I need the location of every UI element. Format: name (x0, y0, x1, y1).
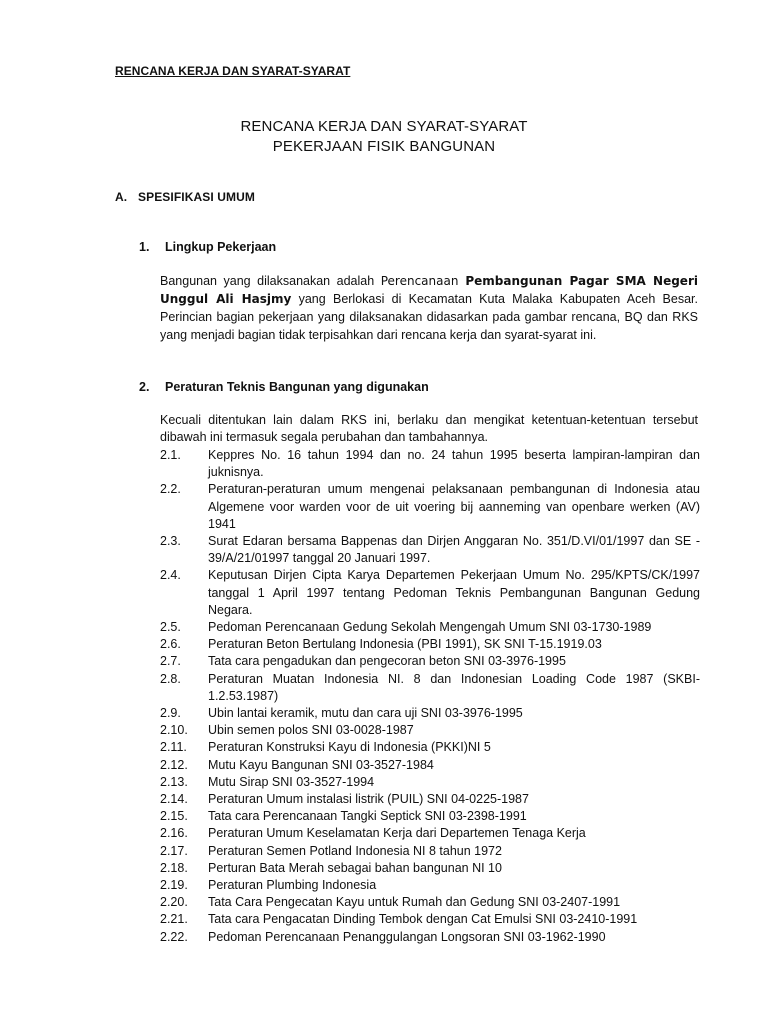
scope-text-start: Bangunan yang dilaksanakan adalah (160, 274, 381, 288)
regulation-item (160, 825, 700, 842)
regulation-text: Peraturan Plumbing Indonesia (208, 878, 377, 893)
regulation-text: Peraturan-peraturan umum mengenai pelaksanaan pembangunan di Indonesia atau Algemene voor warden voor de uit voering bij aanneming van openbare werken (AV) 1941 (208, 482, 700, 531)
regulation-text: Perturan Bata Merah sebagai bahan bangunan NI 10 (208, 860, 502, 875)
regulation-item (160, 911, 700, 928)
section-a-heading (115, 190, 255, 204)
regulations-intro: Kecuali ditentukan lain dalam RKS ini, berlaku dan mengikat ketentuan-ketentuan tersebut dibawah ini termasuk segala perubahan dan tambahannya. (160, 413, 698, 444)
regulation-item (160, 877, 700, 894)
regulation-text: Surat Edaran bersama Bappenas dan Dirjen Anggaran No. 351/D.VI/01/1997 dan SE - 39/A/21/01997 tanggal 20 Januari 1997. (208, 534, 700, 566)
regulation-item (160, 894, 700, 911)
regulation-item (160, 860, 700, 877)
regulation-number: 2.4. (160, 568, 181, 583)
regulation-text: Tata cara pengadukan dan pengecoran beton SNI 03-3976-1995 (208, 654, 566, 669)
regulation-text: Peraturan Semen Potland Indonesia NI 8 tahun 1972 (208, 843, 502, 858)
scope-text-emphasis: Perencanaan (380, 274, 466, 288)
regulation-item (160, 843, 700, 860)
regulation-number: 2.7. (160, 654, 181, 669)
regulation-item (160, 567, 700, 619)
regulation-item (160, 636, 700, 653)
regulation-number: 2.15. (160, 809, 188, 824)
regulation-number: 2.17. (160, 843, 188, 858)
regulation-number: 2.10. (160, 723, 188, 738)
regulation-item (160, 447, 700, 481)
regulation-item (160, 653, 700, 670)
regulation-text: Pedoman Perencanaan Penanggulangan Longsoran SNI 03-1962-1990 (208, 929, 606, 944)
regulation-item (160, 739, 700, 756)
regulation-item (160, 791, 700, 808)
regulation-number: 2.22. (160, 929, 188, 944)
regulation-text: Tata Cara Pengecatan Kayu untuk Rumah dan Gedung SNI 03-2407-1991 (208, 895, 621, 910)
regulation-item (160, 705, 700, 722)
regulation-number: 2.1. (160, 448, 181, 462)
regulation-item (160, 619, 700, 636)
regulation-number: 2.12. (160, 757, 188, 772)
document-title-line-1: RENCANA KERJA DAN SYARAT-SYARAT (240, 118, 528, 135)
subsection-2-number: 2. (139, 380, 150, 394)
regulation-item (160, 757, 700, 774)
regulation-item (160, 671, 700, 705)
section-a-letter: A. (115, 190, 128, 204)
regulation-text: Mutu Sirap SNI 03-3527-1994 (208, 774, 375, 789)
regulation-text: Mutu Kayu Bangunan SNI 03-3527-1984 (208, 757, 434, 772)
document-title-line-2: PEKERJAAN FISIK BANGUNAN (272, 138, 496, 155)
regulation-number: 2.19. (160, 878, 188, 893)
regulation-text: Peraturan Umum Keselamatan Kerja dari Departemen Tenaga Kerja (208, 826, 586, 841)
regulation-text: Ubin lantai keramik, mutu dan cara uji SNI 03-3976-1995 (208, 706, 523, 721)
regulation-item (160, 481, 700, 533)
regulation-number: 2.3. (160, 534, 181, 549)
document-title (0, 117, 768, 157)
regulation-number: 2.8. (160, 671, 181, 686)
subsection-2-title: Peraturan Teknis Bangunan yang digunakan (165, 380, 429, 394)
regulation-number: 2.11. (160, 740, 187, 755)
regulation-number: 2.5. (160, 620, 181, 635)
regulations-list (160, 447, 700, 946)
subsection-2-heading (139, 380, 429, 394)
regulation-text: Pedoman Perencanaan Gedung Sekolah Mengengah Umum SNI 03-1730-1989 (208, 620, 652, 635)
regulation-text: Tata cara Pengacatan Dinding Tembok dengan Cat Emulsi SNI 03-2410-1991 (208, 912, 638, 927)
regulation-item (160, 808, 700, 825)
section-a-title: SPESIFIKASI UMUM (138, 190, 255, 204)
regulation-number: 2.2. (160, 482, 181, 497)
regulation-number: 2.18. (160, 860, 188, 875)
regulation-number: 2.9. (160, 706, 181, 721)
regulation-number: 2.14. (160, 792, 188, 807)
regulation-number: 2.13. (160, 774, 188, 789)
subsection-1-heading (139, 240, 276, 254)
regulation-number: 2.16. (160, 826, 188, 841)
regulation-number: 2.6. (160, 637, 181, 652)
regulation-text: Peraturan Umum instalasi listrik (PUIL) SNI 04-0225-1987 (208, 792, 529, 807)
regulation-text: Tata cara Perencanaan Tangki Septick SNI 03-2398-1991 (208, 809, 527, 824)
regulation-number: 2.21. (160, 912, 188, 927)
header-title: RENCANA KERJA DAN SYARAT-SYARAT (115, 64, 351, 78)
regulation-text: Ubin semen polos SNI 03-0028-1987 (208, 723, 414, 738)
project-name: Pembangunan Pagar SMA Negeri Unggul Ali Hasjmy (160, 274, 698, 306)
regulation-item (160, 774, 700, 791)
regulation-item (160, 722, 700, 739)
regulation-text: Peraturan Konstruksi Kayu di Indonesia (PKKI)NI 5 (208, 740, 491, 755)
regulation-text: Peraturan Beton Bertulang Indonesia (PBI 1991), SK SNI T-15.1919.03 (208, 637, 602, 652)
regulation-text: Keppres No. 16 tahun 1994 dan no. 24 tahun 1995 beserta lampiran-lampiran dan juknisnya. (208, 448, 700, 480)
regulation-text: Peraturan Muatan Indonesia NI. 8 dan Indonesian Loading Code 1987 (SKBI-1.2.53.1987) (208, 671, 700, 703)
regulation-text: Keputusan Dirjen Cipta Karya Departemen Pekerjaan Umum No. 295/KPTS/CK/1997 tanggal 1 April 1997 tentang Pedoman Teknis Pembangunan Bangunan Gedung Negara. (208, 568, 700, 617)
scope-paragraph (160, 272, 698, 344)
scope-text-rest: yang Berlokasi di Kecamatan Kuta Malaka Kabupaten Aceh Besar. Perincian bagian pekerjaan yang dilaksanakan didasarkan pada gambar rencana, BQ dan RKS yang menjadi bagian tidak terpisahkan dari rencana kerja dan syarat-syarat ini. (160, 292, 698, 342)
regulation-number: 2.20. (160, 895, 188, 910)
subsection-1-title: Lingkup Pekerjaan (165, 240, 277, 254)
regulation-item (160, 929, 700, 946)
regulation-item (160, 533, 700, 567)
subsection-1-number: 1. (139, 240, 150, 254)
